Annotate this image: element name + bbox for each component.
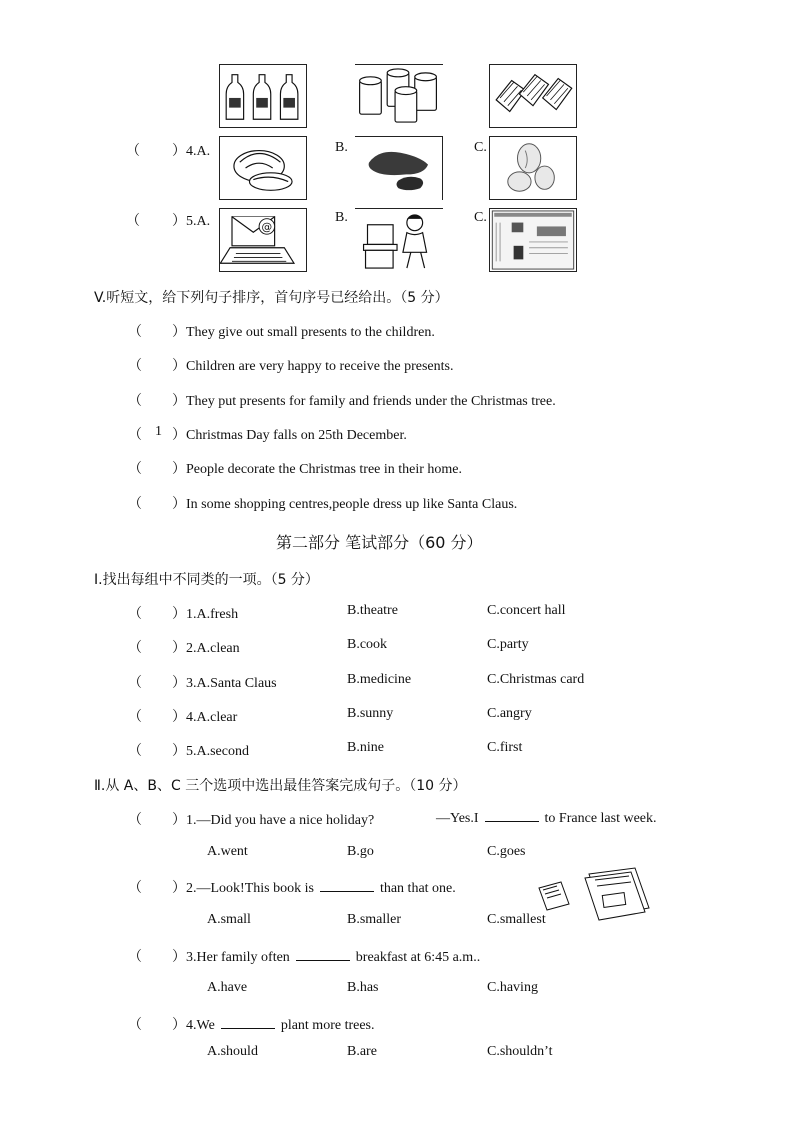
email-icon — [220, 209, 306, 271]
question-stem: ）3.Her family often breakfast at 6:45 a.m.. — [172, 950, 481, 965]
meat-icon — [355, 137, 442, 200]
answer-blank[interactable] — [221, 1016, 275, 1029]
option-c: C.shouldn’t — [487, 1044, 553, 1059]
answer-blank[interactable] — [296, 948, 350, 961]
q5-paren: （ — [126, 214, 140, 229]
webpage-icon — [490, 209, 576, 271]
picture-webpage — [489, 208, 577, 272]
picture-email-laptop — [219, 208, 307, 272]
option-b: B.go — [347, 844, 374, 859]
q4-number: ）4.A. — [172, 144, 211, 159]
sentence-text: ）They give out small presents to the children. — [172, 325, 435, 340]
q4-paren: （ — [126, 144, 140, 159]
q4-option-c-label: C. — [474, 140, 487, 155]
answer-number: 1 — [155, 424, 162, 439]
computer-user-icon — [355, 209, 443, 272]
option-c: C.angry — [487, 706, 532, 721]
picture-meat — [355, 136, 443, 200]
picture-chocolates — [489, 64, 577, 128]
option-a: ）3.A.Santa Claus — [172, 676, 277, 691]
option-a: A.small — [207, 912, 251, 927]
q5-option-b-label: B. — [335, 210, 348, 225]
picture-bread — [219, 136, 307, 200]
option-a: ）5.A.second — [172, 744, 249, 759]
picture-bottles — [219, 64, 307, 128]
question-stem: ）2.—Look!This book is than that one. — [172, 881, 456, 896]
books-icon — [533, 864, 653, 922]
option-c: C.concert hall — [487, 603, 566, 618]
option-c: C.first — [487, 740, 523, 755]
option-a: A.have — [207, 980, 248, 995]
option-b: B.smaller — [347, 912, 402, 927]
books-illustration — [533, 864, 653, 922]
part-two-title: 第二部分 笔试部分（60 分） — [276, 533, 483, 552]
section-i-heading: Ⅰ.找出每组中不同类的一项。（5 分） — [94, 572, 319, 588]
answer-stem: —Yes.I to France last week. — [436, 811, 657, 826]
sentence-text: ）In some shopping centres,people dress up like Santa Claus. — [172, 497, 518, 512]
question-stem: ）1.—Did you have a nice holiday? — [172, 813, 375, 828]
option-c: C.goes — [487, 844, 526, 859]
bottles-icon — [220, 65, 306, 127]
option-c: C.having — [487, 980, 538, 995]
option-a: ）2.A.clean — [172, 641, 240, 656]
sentence-text: ）People decorate the Christmas tree in their home. — [172, 462, 463, 477]
option-b: B.sunny — [347, 706, 394, 721]
sentence-text: ）They put presents for family and friends under the Christmas tree. — [172, 394, 556, 409]
answer-blank[interactable] — [320, 879, 374, 892]
answer-blank[interactable] — [485, 809, 539, 822]
picture-boy-computer — [355, 208, 443, 272]
q5-number: ）5.A. — [172, 214, 211, 229]
option-b: B.theatre — [347, 603, 398, 618]
section-v-heading: V.听短文，给下列句子排序，首句序号已经给出。（5 分） — [94, 290, 449, 306]
option-c: C.smallest — [487, 912, 546, 927]
option-a: A.went — [207, 844, 248, 859]
svg-text:@: @ — [261, 220, 273, 234]
chocolate-icon — [490, 65, 576, 127]
picture-eggs — [489, 136, 577, 200]
option-b: B.are — [347, 1044, 377, 1059]
option-b: B.has — [347, 980, 379, 995]
section-ii-heading: Ⅱ.从 A、B、C 三个选项中选出最佳答案完成句子。（10 分） — [94, 778, 467, 794]
sentence-text: ）Christmas Day falls on 25th December. — [172, 428, 407, 443]
option-c: C.party — [487, 637, 529, 652]
option-b: B.medicine — [347, 672, 412, 687]
question-stem: ）4.We plant more trees. — [172, 1018, 375, 1033]
sentence-text: ）Children are very happy to receive the presents. — [172, 359, 454, 374]
q5-option-c-label: C. — [474, 210, 487, 225]
picture-cans — [355, 64, 443, 128]
option-a: ）1.A.fresh — [172, 607, 239, 622]
q4-option-b-label: B. — [335, 140, 348, 155]
cans-icon — [355, 65, 443, 128]
option-c: C.Christmas card — [487, 672, 585, 687]
bread-icon — [220, 137, 306, 199]
option-b: B.cook — [347, 637, 388, 652]
option-a: A.should — [207, 1044, 258, 1059]
option-b: B.nine — [347, 740, 384, 755]
option-a: ）4.A.clear — [172, 710, 238, 725]
eggs-icon — [490, 137, 576, 199]
